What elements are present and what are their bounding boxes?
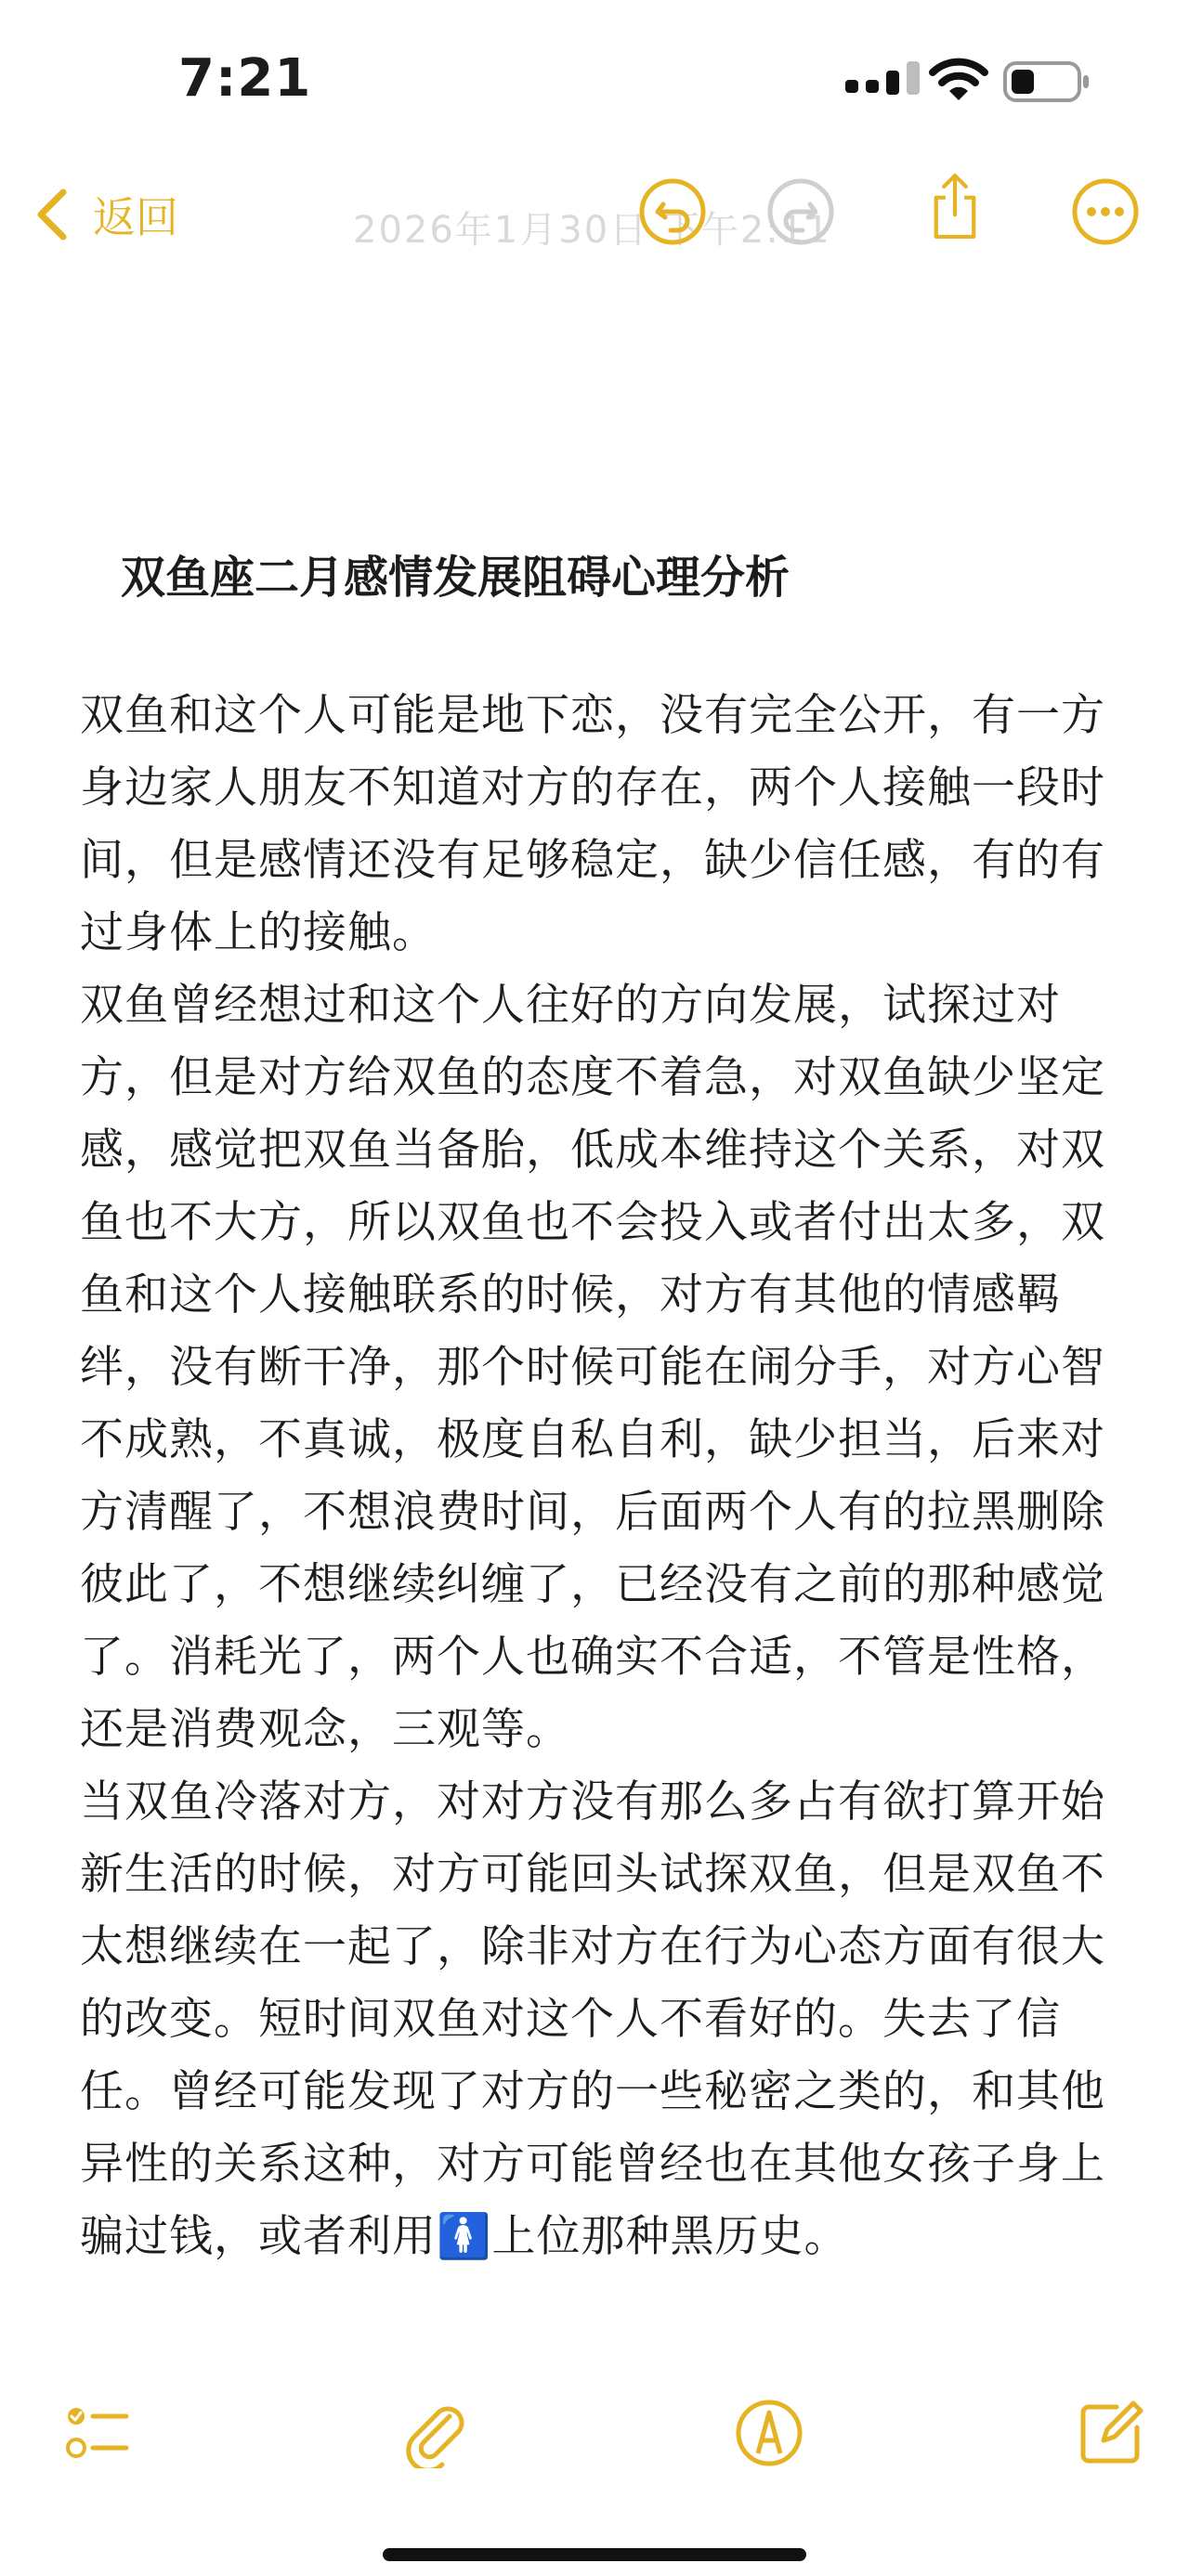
undo-icon[interactable] — [637, 176, 708, 247]
chevron-left-icon — [33, 187, 71, 242]
note-paragraph-2: 双鱼曾经想过和这个人往好的方向发展，试探过对方，但是对方给双鱼的态度不着急，对双鱼缺少坚定感，感觉把双鱼当备胎，低成本维持这个关系，对双鱼也不大方，所以双鱼也不会投入或者付出太多，双鱼和这个人接触联系的时候，对方有其他的情感羁绊，没有断干净，那个时候可能在闹分手，对方心智不成熟，不真诚，极度自私自利，缺少担当，后来对方清醒了，不想浪费时间，后面两个人有的拉黑删除彼此了，不想继续纠缠了，已经没有之前的那种感觉了。消耗光了，两个人也确实不合适，不管是性格，还是消费观念，三观等。 — [80, 980, 1105, 1755]
back-button[interactable] — [33, 182, 178, 247]
more-icon[interactable] — [1070, 176, 1141, 247]
redo-icon[interactable] — [765, 176, 836, 247]
checklist-icon[interactable] — [61, 2398, 132, 2468]
bottom-toolbar — [0, 2377, 1189, 2489]
share-icon[interactable] — [920, 171, 990, 241]
markup-pen-icon[interactable] — [734, 2398, 804, 2468]
note-paragraph-3: 当双鱼冷落对方，对对方没有那么多占有欲打算开始新生活的时候，对方可能回头试探双鱼，但是双鱼不太想继续在一起了，除非对方在行为心态方面有很大的改变。短时间双鱼对这个人不看好的。失去了信任。曾经可能发现了对方的一些秘密之类的，和其他异性的关系这种，对方可能曾经也在其他女孩子身上骗过钱，或者利用🚺上位那种黑历史。 — [80, 1776, 1105, 2262]
compose-icon[interactable] — [1076, 2398, 1146, 2468]
cellular-signal-icon — [845, 61, 921, 104]
status-time: 7:21 — [178, 48, 312, 109]
battery-icon — [1003, 59, 1091, 104]
note-paragraph-1: 双鱼和这个人可能是地下恋，没有完全公开，有一方身边家人朋友不知道对方的存在，两个人接触一段时间，但是感情还没有足够稳定，缺少信任感，有的有过身体上的接触。 — [80, 690, 1105, 958]
note-date: 2026年1月30日 下午2:11 — [353, 209, 831, 252]
navigation-bar — [0, 158, 1189, 269]
wifi-icon — [929, 56, 988, 104]
note-title: 双鱼座二月感情发展阻碍心理分析 — [121, 552, 790, 604]
home-indicator — [383, 2548, 806, 2561]
paperclip-icon[interactable] — [401, 2398, 472, 2468]
note-body[interactable] — [80, 680, 1120, 2273]
back-label: 返回 — [93, 192, 178, 242]
status-bar — [0, 0, 1189, 158]
